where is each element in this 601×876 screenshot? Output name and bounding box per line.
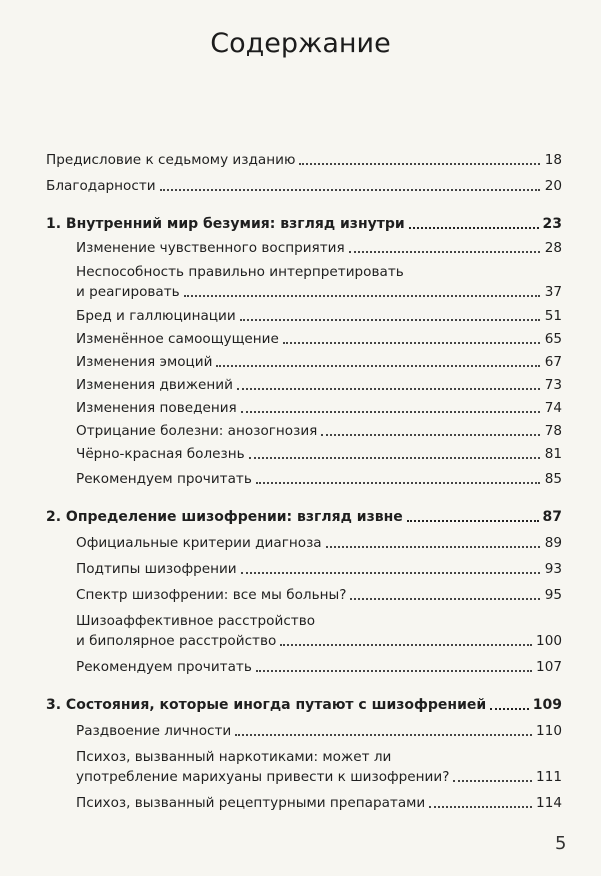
toc-chapter-page: 109 [532,697,562,713]
toc-entry-page: 18 [544,152,562,168]
toc-entry-page: 20 [544,178,562,194]
toc-entry-multiline[interactable] [46,262,562,302]
toc-entry-page: 78 [544,423,562,439]
toc-entry[interactable] [46,469,562,489]
toc-entry-multiline[interactable] [46,747,562,787]
toc-entry-last-line [76,631,562,651]
dot-leader [429,806,532,808]
toc-entry-page: 114 [536,795,562,811]
dot-leader [249,457,540,459]
dot-leader [299,163,540,165]
toc-entry-label: Официальные критерии диагноза [76,535,322,551]
toc-entry-label: Бред и галлюцинации [76,308,236,324]
toc-entry-label: Подтипы шизофрении [76,561,237,577]
toc-entry-label-line2: и реагировать [76,284,180,300]
toc-chapter-label: 3. Состояния, которые иногда путают с шизофренией [46,697,487,713]
toc-entry[interactable] [46,657,562,677]
toc-entry-label-line2: и биполярное расстройство [76,633,277,649]
toc-entry-acknowledgements[interactable] [46,176,562,196]
toc-entry[interactable] [46,533,562,553]
toc-entry[interactable] [46,398,562,418]
toc-entry-label-line1: Психоз, вызванный наркотиками: может ли [76,749,392,765]
dot-leader [184,295,540,297]
toc-entry-label: Спектр шизофрении: все мы больны? [76,587,347,603]
dot-leader [453,780,532,782]
toc-entry-label: Раздвоение личности [76,723,232,739]
toc-entry[interactable] [46,721,562,741]
toc-entry-label: Отрицание болезни: анозогнозия [76,423,318,439]
toc-entry-label: Изменённое самоощущение [76,331,279,347]
toc-entry-label: Изменения движений [76,377,233,393]
dot-leader [407,520,539,522]
toc-chapter-label: 2. Определение шизофрении: взгляд извне [46,509,403,525]
dot-leader [321,434,540,436]
toc-entry[interactable] [46,559,562,579]
toc-entry-page: 67 [544,354,562,370]
toc-chapter-page: 87 [542,509,562,525]
toc-entry-page: 100 [536,633,562,649]
toc-entry-label: Психоз, вызванный рецептурными препаратами [76,795,426,811]
dot-leader [349,251,540,253]
toc-entry-label: Изменения эмоций [76,354,213,370]
toc-entry-page: 37 [544,284,562,300]
dot-leader [326,546,540,548]
toc-entry-last-line [76,282,562,302]
dot-leader [241,411,540,413]
toc-entry-page: 81 [544,446,562,462]
toc-chapter-page: 23 [542,216,562,232]
toc-entry-label: Предисловие к седьмому изданию [46,152,296,168]
toc-entry[interactable] [46,329,562,349]
toc-entry-label-line2: употребление марихуаны привести к шизофрении? [76,769,450,785]
toc-entry-page: 89 [544,535,562,551]
bleed-through-text [330,14,334,28]
dot-leader [283,342,540,344]
dot-leader [237,388,540,390]
toc-entry-page: 28 [544,240,562,256]
toc-entry-label: Чёрно-красная болезнь [76,446,245,462]
toc-entry-page: 95 [544,587,562,603]
dot-leader [280,644,532,646]
toc-entry-page: 73 [544,377,562,393]
toc-entry-page: 110 [536,723,562,739]
dot-leader [409,227,539,229]
dot-leader [160,189,540,191]
dot-leader [490,708,529,710]
toc-entry-page: 74 [544,400,562,416]
toc-entry-last-line [76,767,562,787]
toc-entry-page: 111 [536,769,562,785]
dot-leader [256,482,540,484]
toc-entry[interactable] [46,444,562,464]
toc-entry-preface[interactable] [46,150,562,170]
toc-entry-label-line1: Неспособность правильно интерпретировать [76,264,404,280]
toc-entry[interactable] [46,585,562,605]
toc-entry-label: Изменения поведения [76,400,237,416]
toc-entry-label: Благодарности [46,178,156,194]
toc-chapter-label: 1. Внутренний мир безумия: взгляд изнутри [46,216,405,232]
toc-entry-page: 85 [544,471,562,487]
table-of-contents [46,150,562,813]
toc-entry-label: Изменение чувственного восприятия [76,240,345,256]
dot-leader [240,319,540,321]
page-title: Содержание [210,28,391,59]
toc-entry-page: 107 [536,659,562,675]
dot-leader [216,365,540,367]
toc-chapter-2[interactable] [46,507,562,527]
toc-entry[interactable] [46,375,562,395]
toc-entry-multiline[interactable] [46,611,562,651]
toc-chapter-3[interactable] [46,695,562,715]
toc-entry-page: 65 [544,331,562,347]
toc-entry-label-line1: Шизоаффективное расстройство [76,613,316,629]
toc-entry[interactable] [46,238,562,258]
dot-leader [235,734,532,736]
toc-entry-label: Рекомендуем прочитать [76,471,252,487]
toc-entry[interactable] [46,306,562,326]
dot-leader [256,670,532,672]
page-number: 5 [555,833,567,854]
dot-leader [350,598,540,600]
toc-entry[interactable] [46,421,562,441]
toc-entry-page: 51 [544,308,562,324]
toc-entry[interactable] [46,793,562,813]
toc-entry-label: Рекомендуем прочитать [76,659,252,675]
dot-leader [241,572,540,574]
toc-entry[interactable] [46,352,562,372]
toc-entry-page: 93 [544,561,562,577]
toc-chapter-1[interactable] [46,214,562,234]
